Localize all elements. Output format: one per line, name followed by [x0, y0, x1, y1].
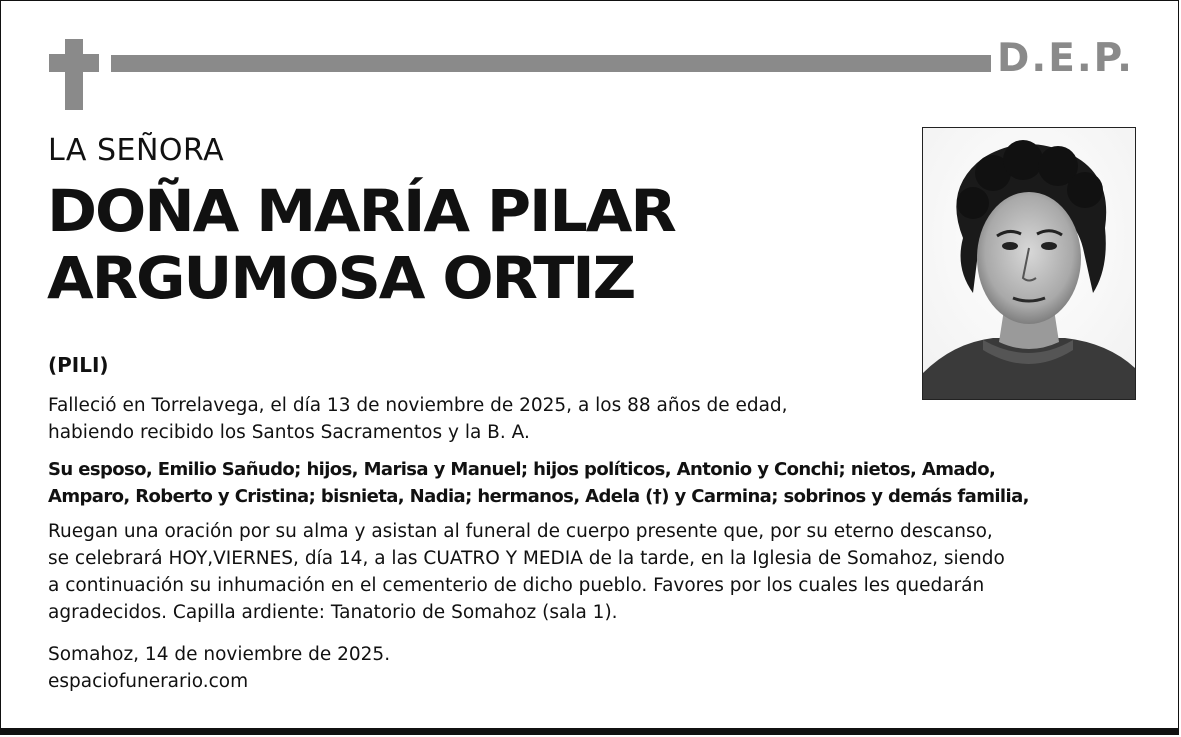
family-line: Amparo, Roberto y Cristina; bisnieta, Nadia; hermanos, Adela (†) y Carmina; sobrinos y demás familia,	[48, 486, 1029, 507]
death-info	[48, 392, 908, 446]
funeral-line: Ruegan una oración por su alma y asistan al funeral de cuerpo presente que, por su eterno descanso,	[48, 521, 993, 542]
death-info-line: habiendo recibido los Santos Sacramentos y la B. A.	[48, 422, 530, 443]
website: espaciofunerario.com	[48, 671, 249, 692]
death-info-line: Falleció en Torrelavega, el día 13 de noviembre de 2025, a los 88 años de edad,	[48, 395, 788, 416]
place-date: Somahoz, 14 de noviembre de 2025.	[48, 644, 391, 665]
name-line-1: DOÑA MARÍA PILAR	[47, 177, 675, 245]
funeral-details	[48, 518, 1158, 626]
footer	[48, 641, 648, 695]
cross-icon	[49, 39, 99, 110]
deceased-name	[47, 178, 675, 312]
dep-abbreviation: D.E.P.	[997, 36, 1134, 81]
honorific: LA SEÑORA	[48, 133, 225, 168]
funeral-line: agradecidos. Capilla ardiente: Tanatorio de Somahoz (sala 1).	[48, 602, 618, 623]
family-line: Su esposo, Emilio Sañudo; hijos, Marisa y Manuel; hijos políticos, Antonio y Conchi; nietos, Amado,	[48, 459, 996, 480]
funeral-line: a continuación su inhumación en el cementerio de dicho pueblo. Favores por los cuales les quedarán	[48, 575, 985, 596]
portrait-image	[923, 128, 1135, 399]
funeral-line: se celebrará HOY,VIERNES, día 14, a las CUATRO Y MEDIA de la tarde, en la Iglesia de Somahoz, siendo	[48, 548, 1005, 569]
name-line-2: ARGUMOSA ORTIZ	[47, 244, 635, 312]
portrait-photo	[922, 127, 1136, 400]
header-rule	[111, 55, 991, 72]
nickname: (PILI)	[48, 353, 109, 377]
family-list	[48, 456, 1158, 510]
